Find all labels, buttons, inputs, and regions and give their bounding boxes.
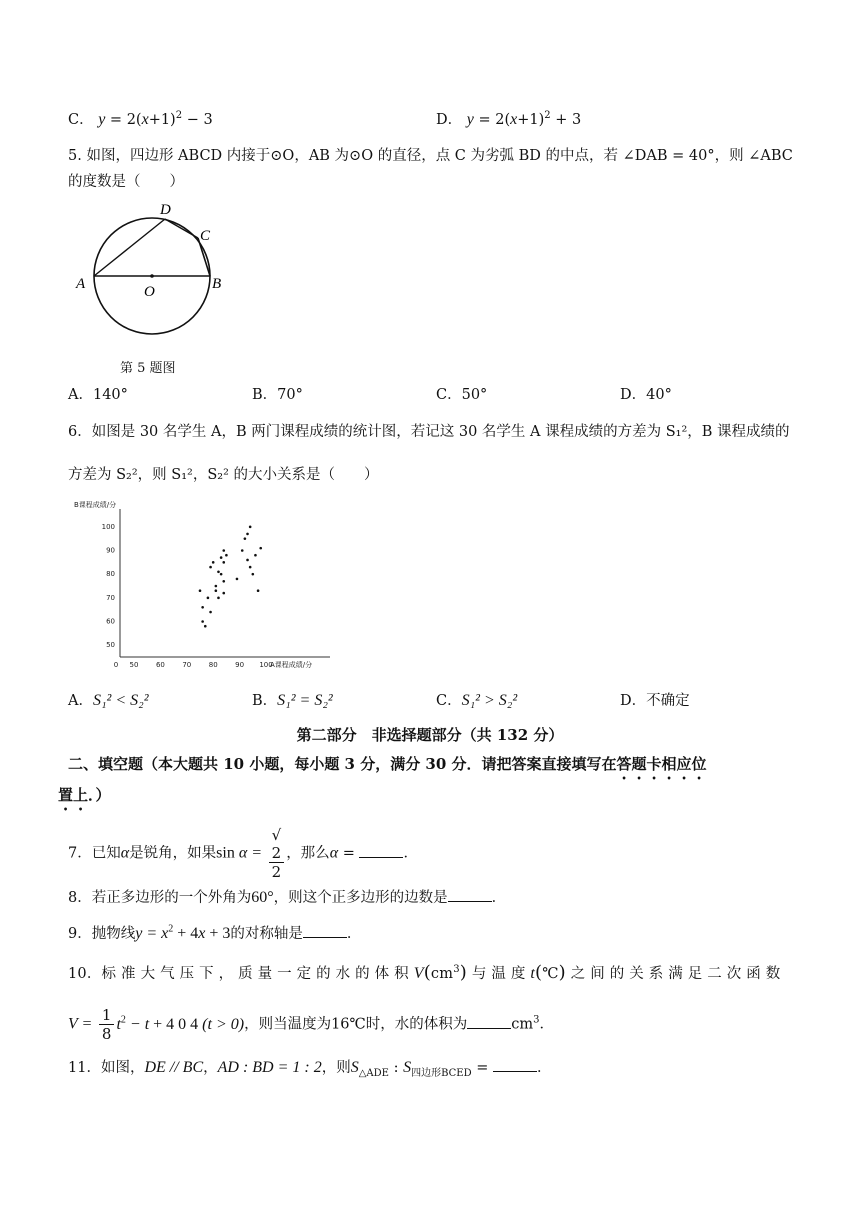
- q11-question: 11．如图，DE // BC，AD : BD = 1 : 2，则$S_{\triangle ADE}$ : $S_{四边形BCED}$ = ．: [68, 1059, 552, 1079]
- q4-option-d: D． $y = 2(x+1)^2 + 3$: [436, 110, 582, 128]
- chart-point: [201, 620, 204, 623]
- chart-point: [215, 585, 218, 588]
- q8-answer-blank: [448, 887, 492, 902]
- point-a-label: A: [76, 276, 86, 292]
- center-o: [150, 274, 154, 278]
- chart-point: [201, 606, 204, 609]
- chord-ad: [94, 219, 165, 276]
- chart-point: [244, 537, 247, 540]
- chart-point: [259, 547, 262, 550]
- point-b-label: B: [212, 276, 222, 292]
- q7-question: 7．已知α是锐角，如果sin α = √ 2 2 ，那么α = ．: [68, 826, 418, 881]
- chart-point: [241, 549, 244, 552]
- q4-option-c: C． $y = 2(x+1)^2 - 3$: [68, 110, 213, 128]
- q5-question-line2: 的度数是（ ）: [68, 174, 184, 190]
- chart-point: [215, 589, 218, 592]
- q10-answer-blank: [467, 1014, 511, 1029]
- chart-point: [254, 554, 257, 557]
- chart-point: [217, 571, 220, 574]
- chart-x-tick-label: 60: [155, 661, 165, 669]
- chart-x-tick-label: 80: [208, 661, 218, 669]
- q11-answer-blank: [493, 1057, 537, 1072]
- chart-x-tick-label: 50: [129, 661, 139, 669]
- chord-dc: [165, 219, 198, 238]
- q6-option-a: A．S₁² < S₂²: [68, 692, 149, 709]
- q6-option-d: D．不确定: [620, 693, 690, 709]
- chart-y-tick-label: 70: [106, 593, 115, 602]
- part2-title: 第二部分 非选择题部分（共 132 分）: [296, 726, 564, 744]
- chart-point: [249, 526, 252, 529]
- chart-point: [257, 589, 260, 592]
- q5-option-b: B．70°: [252, 387, 303, 403]
- q8-question: 8．若正多边形的一个外角为60°，则这个正多边形的边数是 ．: [68, 889, 507, 906]
- chart-x-tick-label: 0: [113, 661, 119, 669]
- chart-point: [199, 589, 202, 592]
- chart-point: [209, 611, 212, 614]
- chart-x-tick-label: 70: [182, 661, 192, 669]
- chart-x-tick-label: 90: [235, 661, 245, 669]
- chart-point: [222, 592, 225, 595]
- chart-point: [236, 578, 239, 581]
- q7-answer-blank: [359, 843, 403, 858]
- q10-question-line1: 10．标 准 大 气 压 下 ， 质 量 一 定 的 水 的 体 积 $V(cm^3)$ 与 温 度 t(℃) 之 间 的 关 系 满 足 二 次 函 数: [68, 962, 781, 983]
- point-d-label: D: [160, 202, 171, 218]
- q6-option-b: B．S₁² = S₂²: [252, 692, 333, 709]
- chart-point: [246, 559, 249, 562]
- chart-point: [246, 533, 249, 536]
- q5-option-d: D．40°: [620, 387, 672, 403]
- point-c-label: C: [200, 228, 211, 244]
- chart-x-tick-label: 100: [259, 661, 273, 669]
- chart-point: [207, 597, 210, 600]
- q5-question-line1: 5. 如图，四边形 ABCD 内接于⊙O，AB 为⊙O 的直径，点 C 为劣弧 BD 的中点，若 ∠DAB = 40°，则 ∠ABC: [68, 148, 793, 164]
- section-fill-in-header-line2: 置上．）: [58, 786, 111, 804]
- q9-question: 9．抛物线$y = x^2 + 4x + 3$的对称轴是 ．: [68, 923, 362, 942]
- chart-y-tick-label: 90: [106, 546, 115, 555]
- chart-y-tick-label: 100: [101, 522, 115, 531]
- chart-point: [222, 561, 225, 564]
- chart-point: [222, 580, 225, 583]
- chart-y-tick-label: 60: [106, 617, 115, 626]
- q10-question-line2: V = $\frac{1}{8}$ $t^2 - t + 4$ 0 4 (t > 0)，则当温度为16℃时，水的体积为 $cm^3$．: [68, 1006, 554, 1043]
- chart-point: [212, 561, 215, 564]
- chart-y-tick-label: 50: [106, 641, 115, 650]
- chart-point: [209, 566, 212, 569]
- q5-option-a: A．140°: [68, 387, 128, 403]
- q6-option-c: C．S₁² > S₂²: [436, 692, 518, 709]
- q5-figure: [70, 196, 240, 356]
- chart-point: [225, 554, 228, 557]
- chart-point: [220, 573, 223, 576]
- section-fill-in-header-line1: 二、填空题（本大题共 10 小题，每小题 3 分，满分 30 分．请把答案直接填写在答题卡相应位: [68, 755, 707, 773]
- chart-point: [204, 625, 207, 628]
- chart-point: [220, 556, 223, 559]
- point-o-label: O: [144, 284, 155, 300]
- chart-point: [249, 566, 252, 569]
- q6-question-line1: 6．如图是 30 名学生 A，B 两门课程成绩的统计图，若记这 30 名学生 A 课程成绩的方差为 S₁²，B 课程成绩的: [68, 424, 790, 440]
- chart-point: [217, 597, 220, 600]
- chart-y-tick-label: 80: [106, 570, 115, 579]
- q6-scatter-chart: [72, 495, 334, 675]
- q5-option-c: C．50°: [436, 387, 488, 403]
- chart-y-axis-label: B课程成绩/分: [74, 501, 117, 509]
- chart-point: [252, 573, 255, 576]
- chart-x-axis-label: A课程成绩/分: [270, 661, 313, 669]
- q5-figure-caption: 第 5 题图: [120, 361, 176, 376]
- q6-question-line2: 方差为 S₂²，则 S₁²，S₂² 的大小关系是（ ）: [68, 467, 379, 483]
- chart-point: [222, 549, 225, 552]
- q9-answer-blank: [303, 923, 347, 938]
